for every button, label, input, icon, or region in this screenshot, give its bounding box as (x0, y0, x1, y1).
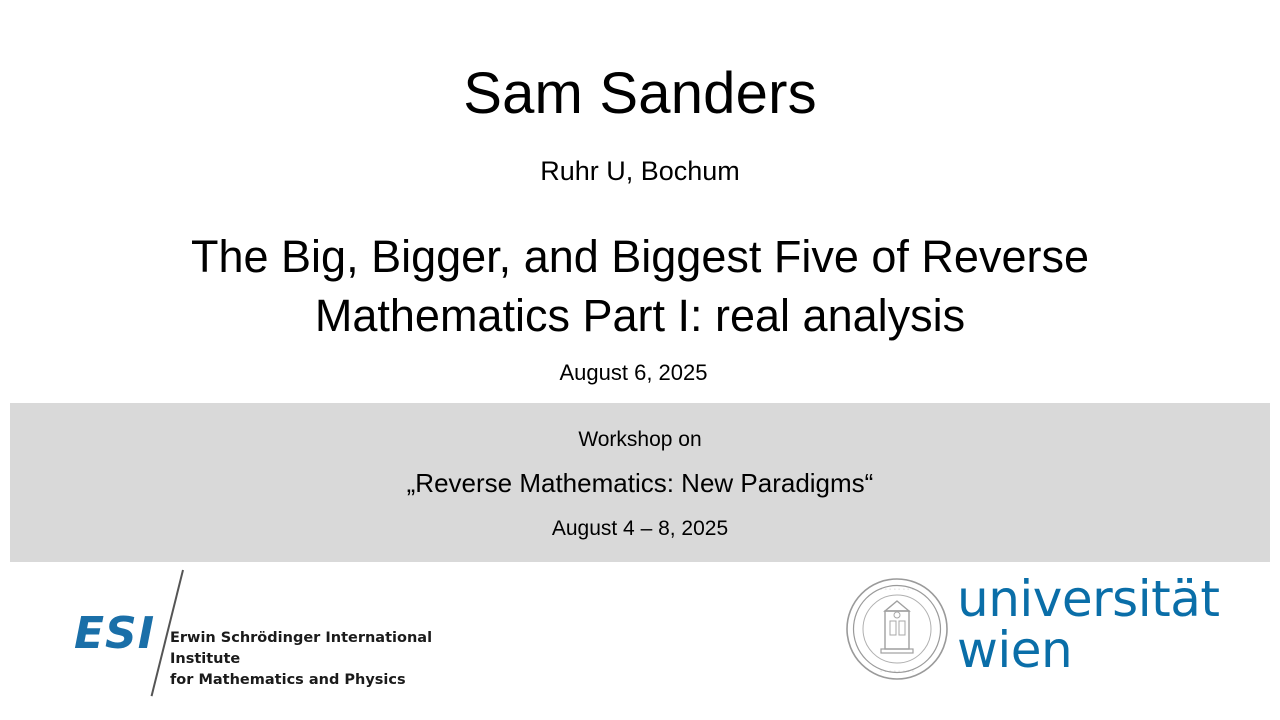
university-word-1: universität (957, 570, 1220, 628)
university-seal-icon (845, 577, 949, 681)
esi-name-line-1: Erwin Schrödinger International Institute (170, 630, 433, 668)
speaker-affiliation: Ruhr U, Bochum (540, 156, 740, 186)
workshop-name: „Reverse Mathematics: New Paradigms“ (406, 468, 874, 498)
workshop-banner (10, 403, 1270, 562)
esi-acronym: ESI (74, 608, 156, 659)
esi-logo (74, 570, 494, 700)
esi-name-line-2: for Mathematics and Physics (170, 672, 406, 689)
esi-institute-name (170, 628, 500, 691)
university-of-vienna-logo (845, 570, 1235, 698)
university-word-2: wien (957, 621, 1073, 679)
talk-title: The Big, Bigger, and Biggest Five of Reverse Mathematics Part I: real analysis (191, 231, 1089, 341)
university-wordmark (957, 570, 1220, 679)
workshop-dates: August 4 – 8, 2025 (551, 517, 729, 540)
talk-date: August 6, 2025 (559, 360, 708, 385)
workshop-intro: Workshop on (578, 428, 702, 451)
speaker-name: Sam Sanders (463, 61, 817, 126)
svg-text:◦ ◦ ◦ ◦ ◦ ◦ ◦ ◦: ◦ ◦ ◦ ◦ ◦ ◦ ◦ ◦ (879, 669, 915, 675)
svg-text:◦ ◦ ◦ ◦ ◦ ◦ ◦ ◦: ◦ ◦ ◦ ◦ ◦ ◦ ◦ ◦ (879, 587, 915, 593)
